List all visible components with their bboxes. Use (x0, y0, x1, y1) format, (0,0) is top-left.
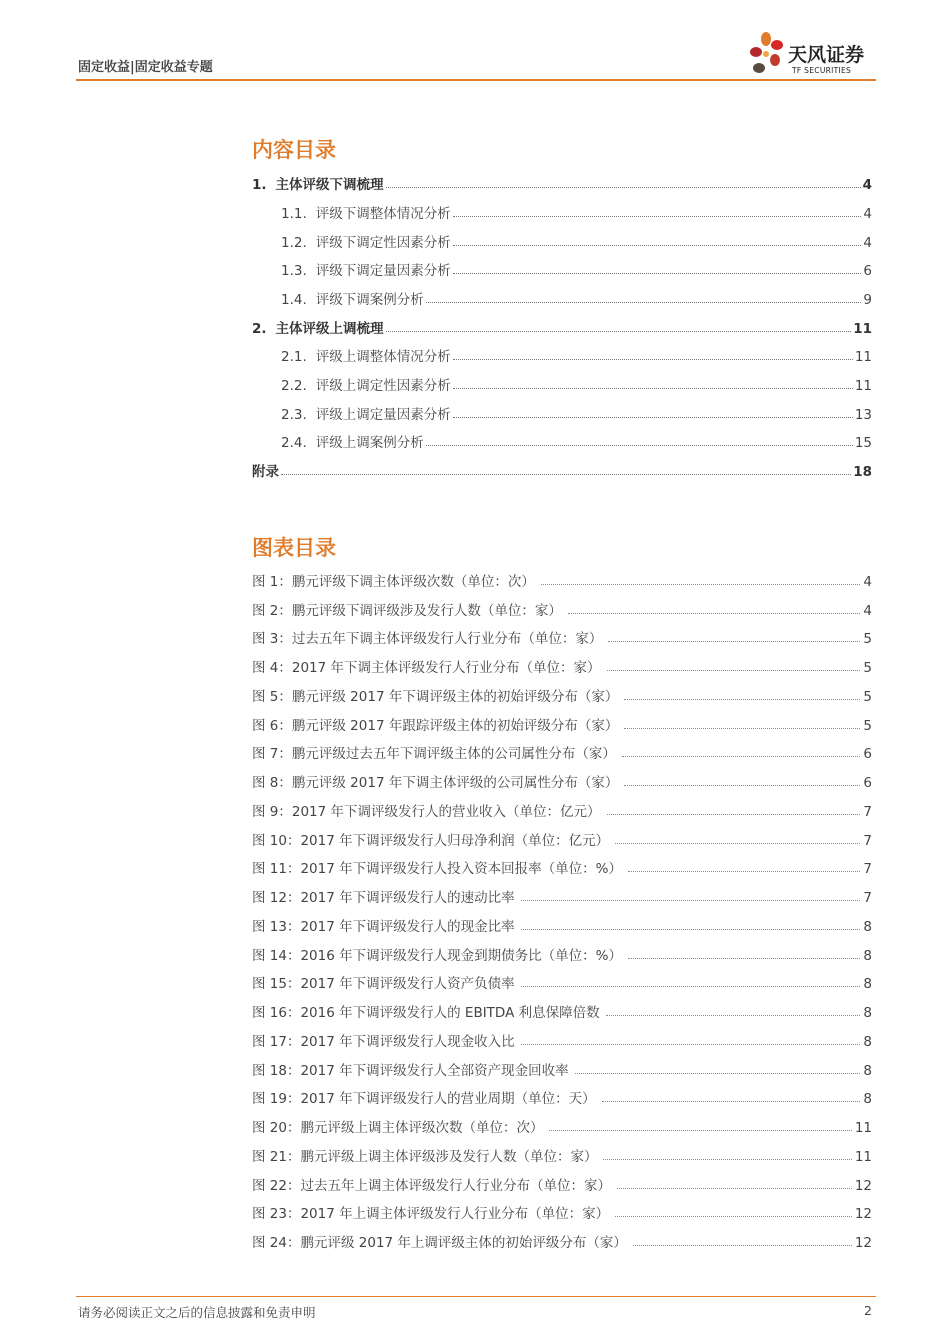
leader-dots (628, 958, 860, 959)
header-category: 固定收益|固定收益专题 (78, 60, 213, 75)
leader-dots (603, 1159, 851, 1160)
figure-entry[interactable] (252, 714, 872, 734)
leader-dots (453, 245, 862, 246)
leader-dots (426, 302, 862, 303)
figure-entry[interactable] (252, 915, 872, 935)
toc-entry-number: 2.2. (281, 378, 307, 394)
toc-entry[interactable] (252, 173, 872, 193)
figure-entry[interactable] (252, 1030, 872, 1050)
figure-entry-page: 5 (863, 689, 872, 705)
toc-entry-number: 2.3. (281, 407, 307, 423)
toc-entry-label: 主体评级上调梳理 (275, 321, 384, 337)
figure-entry-page: 8 (863, 1034, 872, 1050)
leader-dots (281, 474, 851, 475)
toc-entry[interactable] (281, 345, 872, 365)
leader-dots (568, 613, 861, 614)
figure-entry-label: 图 15：2017 年下调评级发行人资产负债率 (252, 976, 515, 992)
figure-entry-page: 7 (863, 804, 872, 820)
leader-dots (453, 273, 862, 274)
leader-dots (426, 445, 853, 446)
leader-dots (453, 388, 853, 389)
figure-entry-label: 图 7：鹏元评级过去五年下调评级主体的公司属性分布（家） (252, 746, 616, 762)
leader-dots (386, 187, 861, 188)
figure-entry-label: 图 24：鹏元评级 2017 年上调评级主体的初始评级分布（家） (252, 1235, 627, 1251)
toc-entry[interactable] (281, 259, 872, 279)
figure-entry[interactable] (252, 685, 872, 705)
leader-dots (633, 1245, 852, 1246)
leader-dots (453, 216, 862, 217)
leader-dots (622, 756, 861, 757)
toc-entry-page: 13 (854, 407, 872, 423)
figure-entry-label: 图 9：2017 年下调评级发行人的营业收入（单位：亿元） (252, 804, 601, 820)
leader-dots (386, 331, 852, 332)
leader-dots (608, 641, 860, 642)
figure-entry[interactable] (252, 1059, 872, 1079)
figure-entry-page: 12 (854, 1178, 872, 1194)
toc-entry-label: 评级上调定性因素分析 (315, 378, 451, 394)
figure-entry[interactable] (252, 1174, 872, 1194)
header-divider (76, 79, 876, 81)
toc-entry-number: 2.4. (281, 435, 307, 451)
toc-entry-label: 评级上调整体情况分析 (315, 349, 451, 365)
leader-dots (549, 1130, 851, 1131)
figure-entry-label: 图 14：2016 年下调评级发行人现金到期债务比（单位：%） (252, 948, 622, 964)
toc-entry-label: 评级下调定量因素分析 (315, 263, 451, 279)
figure-entry-label: 图 6：鹏元评级 2017 年跟踪评级主体的初始评级分布（家） (252, 718, 619, 734)
toc-entry-page: 9 (863, 292, 872, 308)
toc-entry-page: 11 (854, 349, 872, 365)
toc-entry[interactable] (281, 431, 872, 451)
toc-entry-label: 评级下调案例分析 (315, 292, 424, 308)
figure-entry[interactable] (252, 857, 872, 877)
toc-entry[interactable] (281, 374, 872, 394)
figure-entry-label: 图 17：2017 年下调评级发行人现金收入比 (252, 1034, 515, 1050)
leader-dots (607, 814, 861, 815)
leader-dots (453, 417, 853, 418)
toc-entry[interactable] (281, 231, 872, 251)
figure-entry-page: 7 (863, 861, 872, 877)
toc-entry-page: 6 (863, 263, 872, 279)
figure-entry[interactable] (252, 771, 872, 791)
toc-entry[interactable] (281, 202, 872, 222)
figure-list-title: 图表目录 (252, 536, 336, 560)
toc-entry-page: 4 (863, 235, 872, 251)
company-logo (748, 30, 878, 78)
leader-dots (575, 1073, 861, 1074)
toc-entry[interactable] (281, 403, 872, 423)
figure-entry-label: 图 20：鹏元评级上调主体评级次数（单位：次） (252, 1120, 544, 1136)
toc-entry-number: 1.1. (281, 206, 307, 222)
logo-chinese-name: 天风证券 (788, 44, 865, 66)
toc-entry-page: 18 (853, 464, 872, 480)
figure-entry[interactable] (252, 800, 872, 820)
figure-entry-label: 图 18：2017 年下调评级发行人全部资产现金回收率 (252, 1063, 569, 1079)
figure-entry[interactable] (252, 1231, 872, 1251)
toc-title: 内容目录 (252, 138, 336, 162)
figure-entry-page: 11 (854, 1120, 872, 1136)
figure-entry-page: 6 (863, 775, 872, 791)
figure-entry-label: 图 16：2016 年下调评级发行人的 EBITDA 利息保障倍数 (252, 1005, 600, 1021)
figure-entry[interactable] (252, 599, 872, 619)
figure-entry[interactable] (252, 886, 872, 906)
leader-dots (521, 986, 861, 987)
toc-entry-page: 4 (863, 206, 872, 222)
leader-dots (521, 1044, 861, 1045)
toc-entry-page: 4 (862, 177, 872, 193)
leader-dots (624, 728, 860, 729)
leader-dots (453, 359, 853, 360)
figure-entry[interactable] (252, 570, 872, 590)
toc-entry-label: 评级下调定性因素分析 (315, 235, 451, 251)
toc-entry-number: 2.1. (281, 349, 307, 365)
figure-entry[interactable] (252, 1145, 872, 1165)
figure-entry-label: 图 22：过去五年上调主体评级发行人行业分布（单位：家） (252, 1178, 611, 1194)
figure-entry-page: 8 (863, 1091, 872, 1107)
logo-flower-icon (748, 30, 790, 78)
leader-dots (615, 1216, 852, 1217)
footer-disclaimer: 请务必阅读正文之后的信息披露和免责申明 (78, 1305, 316, 1320)
toc-entry-number: 1.4. (281, 292, 307, 308)
toc-entry-label: 评级下调整体情况分析 (315, 206, 451, 222)
toc-entry-label: 主体评级下调梳理 (275, 177, 384, 193)
figure-entry-page: 5 (863, 631, 872, 647)
figure-entry-page: 8 (863, 1063, 872, 1079)
figure-entry-page: 8 (863, 919, 872, 935)
figure-entry-page: 12 (854, 1206, 872, 1222)
figure-entry-label: 图 19：2017 年下调评级发行人的营业周期（单位：天） (252, 1091, 596, 1107)
toc-entry-page: 15 (854, 435, 872, 451)
figure-entry-page: 12 (854, 1235, 872, 1251)
leader-dots (602, 1101, 861, 1102)
figure-entry-page: 8 (863, 948, 872, 964)
figure-entry-label: 图 21：鹏元评级上调主体评级涉及发行人数（单位：家） (252, 1149, 598, 1165)
page-number: 2 (864, 1303, 872, 1318)
figure-entry-label: 图 3：过去五年下调主体评级发行人行业分布（单位：家） (252, 631, 603, 647)
toc-entry-label: 评级上调定量因素分析 (315, 407, 451, 423)
figure-entry-label: 图 4：2017 年下调主体评级发行人行业分布（单位：家） (252, 660, 601, 676)
figure-entry[interactable] (252, 1001, 872, 1021)
figure-entry[interactable] (252, 627, 872, 647)
figure-entry-page: 7 (863, 833, 872, 849)
figure-entry-page: 4 (863, 603, 872, 619)
figure-entry-label: 图 10：2017 年下调评级发行人归母净利润（单位：亿元） (252, 833, 610, 849)
figure-entry-page: 6 (863, 746, 872, 762)
figure-entry[interactable] (252, 972, 872, 992)
figure-entry-label: 图 2：鹏元评级下调评级涉及发行人数（单位：家） (252, 603, 562, 619)
toc-entry[interactable] (252, 460, 872, 480)
toc-entry-label: 附录 (252, 464, 279, 480)
toc-entry-number: 1.3. (281, 263, 307, 279)
toc-entry[interactable] (281, 288, 872, 308)
leader-dots (624, 699, 860, 700)
leader-dots (617, 1188, 852, 1189)
figure-entry-page: 8 (863, 976, 872, 992)
figure-entry-page: 4 (863, 574, 872, 590)
figure-entry-label: 图 1：鹏元评级下调主体评级次数（单位：次） (252, 574, 535, 590)
leader-dots (615, 843, 860, 844)
figure-entry[interactable] (252, 829, 872, 849)
figure-entry-label: 图 12：2017 年下调评级发行人的速动比率 (252, 890, 515, 906)
toc-entry-number: 1.2. (281, 235, 307, 251)
logo-english-name: TF SECURITIES (792, 66, 852, 75)
leader-dots (628, 871, 860, 872)
leader-dots (606, 1015, 861, 1016)
figure-entry-page: 5 (863, 718, 872, 734)
figure-entry-label: 图 13：2017 年下调评级发行人的现金比率 (252, 919, 515, 935)
toc-entry-page: 11 (854, 378, 872, 394)
figure-entry[interactable] (252, 656, 872, 676)
figure-entry-page: 11 (854, 1149, 872, 1165)
figure-entry-label: 图 8：鹏元评级 2017 年下调主体评级的公司属性分布（家） (252, 775, 619, 791)
toc-entry-number: 1. (252, 177, 267, 193)
figure-entry[interactable] (252, 944, 872, 964)
leader-dots (541, 584, 861, 585)
leader-dots (624, 785, 860, 786)
figure-entry[interactable] (252, 1116, 872, 1136)
toc-entry-number: 2. (252, 321, 267, 337)
figure-entry-label: 图 5：鹏元评级 2017 年下调评级主体的初始评级分布（家） (252, 689, 619, 705)
figure-entry-page: 8 (863, 1005, 872, 1021)
footer-divider (76, 1296, 876, 1297)
figure-entry-label: 图 11：2017 年下调评级发行人投入资本回报率（单位：%） (252, 861, 622, 877)
toc-entry-label: 评级上调案例分析 (315, 435, 424, 451)
leader-dots (521, 900, 861, 901)
figure-entry-page: 7 (863, 890, 872, 906)
figure-entry[interactable] (252, 1087, 872, 1107)
toc-entry[interactable] (252, 317, 872, 337)
toc-entry-page: 11 (853, 321, 872, 337)
figure-entry[interactable] (252, 742, 872, 762)
figure-entry-page: 5 (863, 660, 872, 676)
leader-dots (607, 670, 861, 671)
figure-entry[interactable] (252, 1202, 872, 1222)
figure-entry-label: 图 23：2017 年上调主体评级发行人行业分布（单位：家） (252, 1206, 610, 1222)
leader-dots (521, 929, 861, 930)
